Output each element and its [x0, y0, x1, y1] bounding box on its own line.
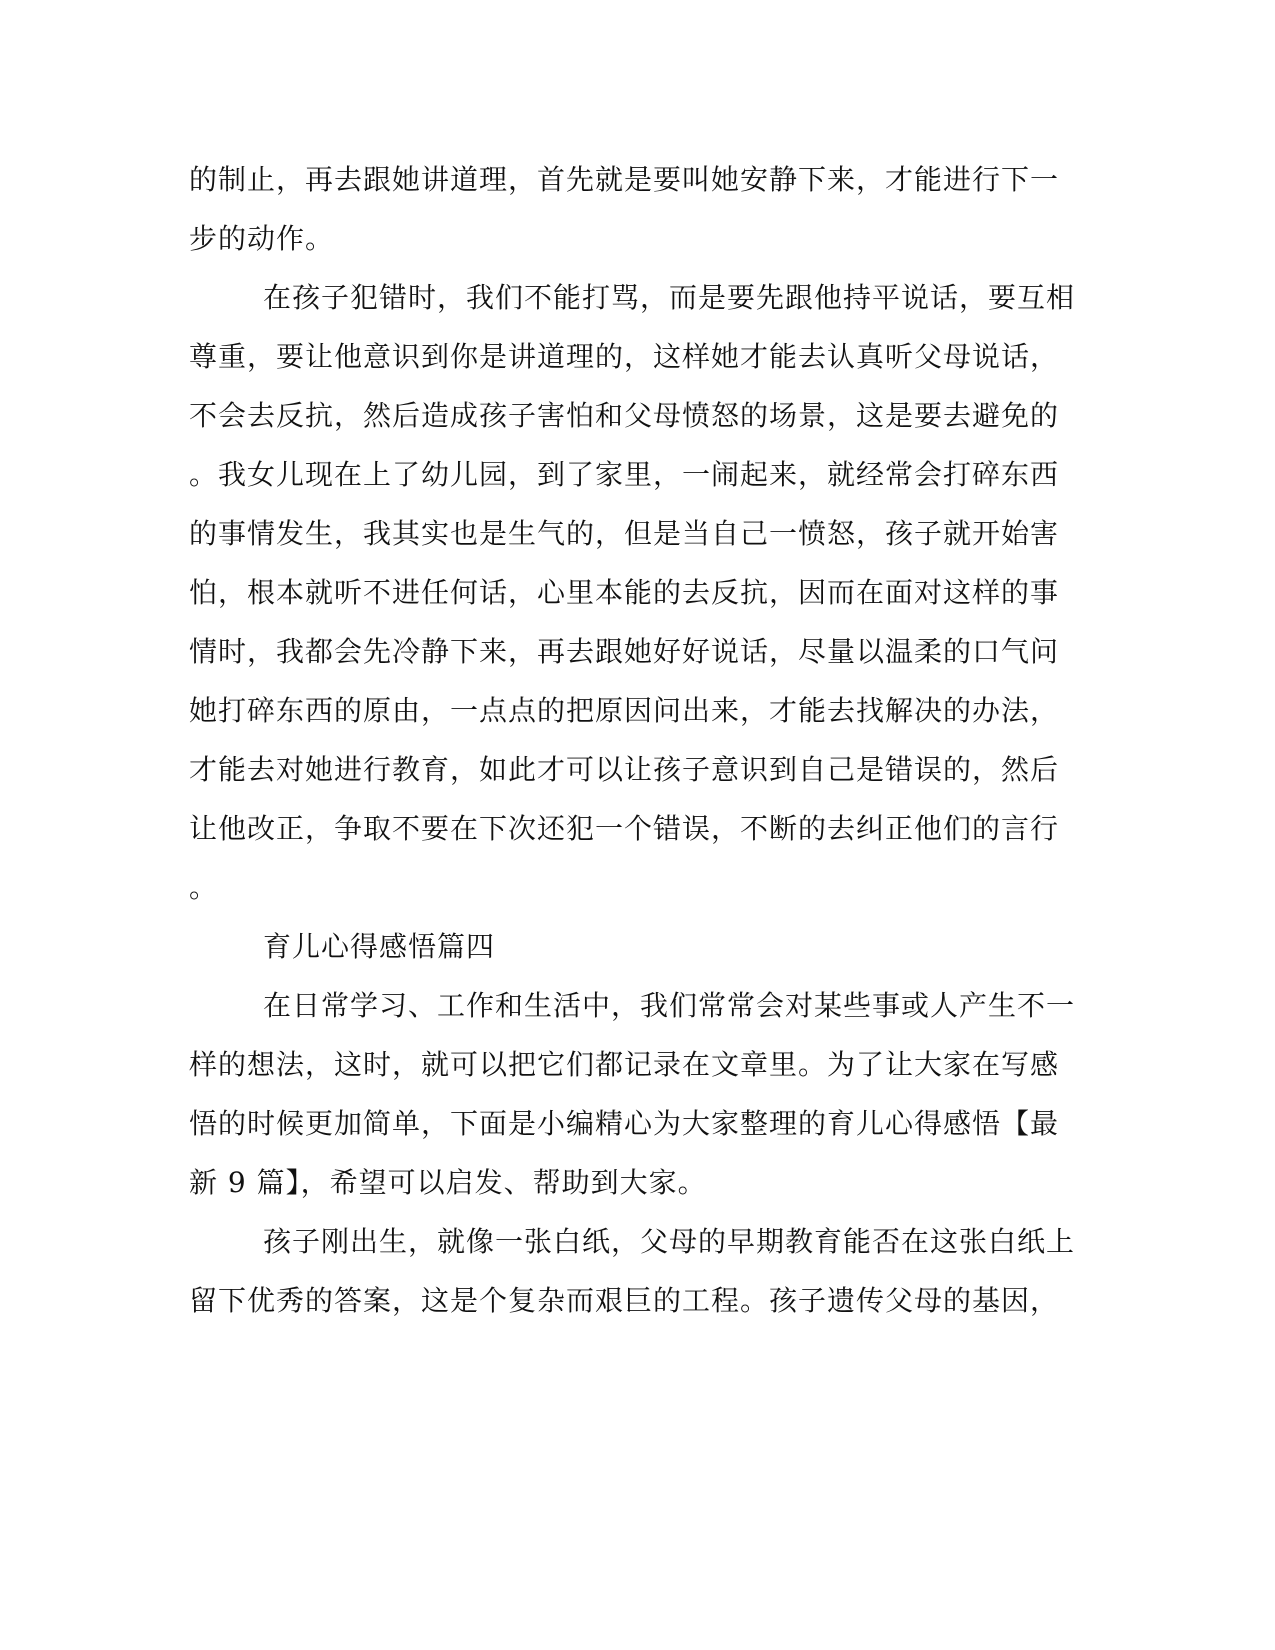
- text-line: 留下优秀的答案，这是个复杂而艰巨的工程。孩子遗传父母的基因，: [189, 1284, 1060, 1317]
- text-line: 才能去对她进行教育，如此才可以让孩子意识到自己是错误的，然后: [189, 753, 1060, 786]
- text-line: 新 9 篇】，希望可以启发、帮助到大家。: [189, 1166, 707, 1199]
- text-line: 的事情发生，我其实也是生气的，但是当自己一愤怒，孩子就开始害: [189, 517, 1060, 550]
- text-line: 在日常学习、工作和生活中，我们常常会对某些事或人产生不一: [263, 989, 1076, 1022]
- text-line: 悟的时候更加简单，下面是小编精心为大家整理的育儿心得感悟【最: [189, 1107, 1060, 1140]
- text-line: 在孩子犯错时，我们不能打骂，而是要先跟他持平说话，要互相: [263, 281, 1076, 314]
- text-line: 样的想法，这时，就可以把它们都记录在文章里。为了让大家在写感: [189, 1048, 1060, 1081]
- text-line: 的制止，再去跟她讲道理，首先就是要叫她安静下来，才能进行下一: [189, 163, 1060, 196]
- text-line: 怕，根本就听不进任何话，心里本能的去反抗，因而在面对这样的事: [189, 576, 1060, 609]
- text-line: 孩子刚出生，就像一张白纸，父母的早期教育能否在这张白纸上: [263, 1225, 1076, 1258]
- text-line: 不会去反抗，然后造成孩子害怕和父母愤怒的场景，这是要去避免的: [189, 399, 1060, 432]
- text-line: 。: [189, 871, 219, 904]
- text-line: 步的动作。: [189, 222, 335, 255]
- text-line: 情时，我都会先冷静下来，再去跟她好好说话，尽量以温柔的口气问: [189, 635, 1060, 668]
- text-line: 尊重，要让他意识到你是讲道理的，这样她才能去认真听父母说话，: [189, 340, 1060, 373]
- text-line: 让他改正，争取不要在下次还犯一个错误，不断的去纠正他们的言行: [189, 812, 1060, 845]
- text-line: 她打碎东西的原由，一点点的把原因问出来，才能去找解决的办法，: [189, 694, 1060, 727]
- text-line: 。我女儿现在上了幼儿园，到了家里，一闹起来，就经常会打碎东西: [189, 458, 1060, 491]
- section-heading: 育儿心得感悟篇四: [263, 930, 496, 963]
